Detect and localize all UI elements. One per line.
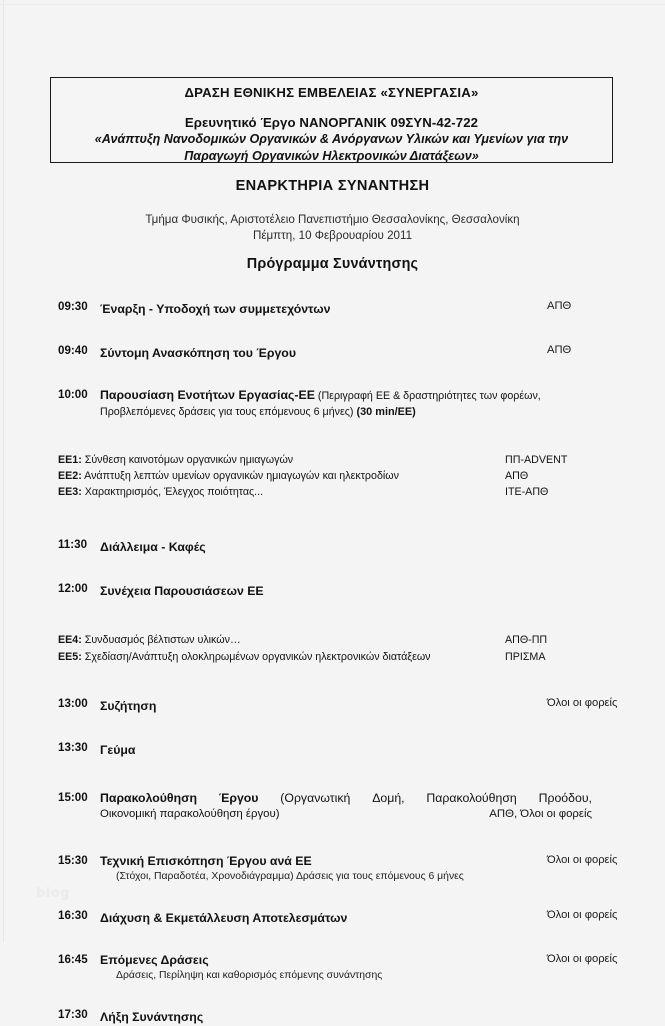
agenda-heading: Πρόγραμμα Συνάντησης — [246, 256, 419, 272]
row-topic-line2-text: Οικονομική παρακολούθηση έργου) — [100, 808, 280, 820]
row-topic-line1 — [100, 791, 592, 807]
ee-actor: ΠΡΙΣΜΑ — [505, 650, 546, 663]
row-time: 16:30 — [58, 909, 88, 923]
schedule-row — [58, 791, 618, 822]
title-box — [50, 77, 613, 163]
row-actor: Όλοι οι φορείς — [547, 909, 618, 922]
ee-code: ΕΕ4: — [58, 634, 82, 647]
ee-line — [58, 649, 618, 665]
ee-code: ΕΕ1: — [58, 453, 82, 466]
topic-word: Προόδου, — [538, 791, 592, 806]
schedule-row — [58, 697, 618, 715]
row-topic-paren: (Περιγραφή ΕΕ & δραστηριότητες των φορέων, — [314, 390, 541, 402]
row-time: 10:00 — [58, 388, 88, 401]
row-topic: Λήξη Συνάντησης — [100, 1010, 204, 1025]
schedule-row — [58, 909, 618, 927]
ee-text: Σύνθεση καινοτόμων οργανικών ημιαγωγών — [81, 453, 294, 466]
row-body — [100, 909, 618, 927]
row-body — [100, 388, 618, 420]
row-body — [100, 344, 618, 362]
row-body — [100, 697, 618, 715]
venue-line: Τμήμα Φυσικής, Αριστοτέλειο Πανεπιστήμιο Θεσσαλονίκης, Θεσσαλονίκη — [145, 213, 520, 226]
spacer — [58, 665, 618, 697]
schedule-row — [58, 300, 618, 318]
row-topic-main: Παρουσίαση Ενοτήτων Εργασίας-ΕΕ — [100, 388, 315, 402]
page-watermark: blog — [36, 886, 70, 901]
schedule-row — [58, 953, 618, 982]
row-time: 13:00 — [58, 697, 88, 711]
row-topic-line2: Προβλεπόμενες δράσεις για τους επόμενους 6 μήνες) — [100, 405, 354, 418]
row-actor: ΑΠΘ, Όλοι οι φορείς — [489, 808, 592, 820]
row-topic: Διάχυση & Εκμετάλλευση Αποτελεσμάτων — [100, 911, 348, 926]
row-time: 13:30 — [58, 741, 88, 755]
ee-line — [58, 468, 618, 484]
topic-word: Έργου — [218, 791, 259, 806]
row-topic: Γεύμα — [100, 743, 136, 758]
row-topic: Έναρξη - Υποδοχή των συμμετεχόντων — [100, 302, 331, 316]
row-topic: Τεχνική Επισκόπηση Έργου ανά ΕΕ — [100, 853, 312, 868]
ee-actor: ΠΠ-ADVENT — [505, 453, 568, 466]
row-subtitle: (Στόχοι, Παραδοτέα, Χρονοδιάγραμμα) Δράσεις για τους επόμενους 6 μήνες — [116, 870, 464, 882]
spacer — [58, 883, 618, 909]
ee-text: Ανάπτυξη λεπτών υμενίων οργανικών ημιαγωγών και ηλεκτροδίων — [81, 469, 399, 482]
schedule-row — [58, 854, 618, 883]
row-body — [100, 1008, 618, 1026]
spacer — [58, 982, 618, 1008]
row-topic-line2 — [100, 807, 592, 822]
project-subtitle: «Ανάπτυξη Νανοδομικών Οργανικών & Ανόργανων Υλικών και Υμενίων για την Παραγωγή Οργανικών Ηλεκτρονικών Διατάξεων» — [94, 132, 569, 163]
scan-edge-left — [3, 0, 4, 942]
row-actor: Όλοι οι φορείς — [547, 853, 618, 866]
ee-group-1 — [58, 452, 618, 501]
spacer — [58, 927, 618, 953]
spacer — [58, 318, 618, 344]
topic-word: (Οργανωτική — [280, 791, 351, 806]
spacer — [58, 822, 618, 854]
schedule-row — [58, 538, 618, 556]
ee-text: Συνδυασμός βέλτιστων υλικών… — [81, 634, 241, 647]
row-actor: ΑΠΘ — [547, 300, 572, 312]
schedule-row — [58, 741, 618, 759]
date-line: Πέμπτη, 10 Φεβρουαρίου 2011 — [252, 229, 413, 243]
row-topic: Συζήτηση — [100, 699, 157, 714]
ee-text: Σχεδίαση/Ανάπτυξη ολοκληρωμένων οργανικών ηλεκτρονικών διατάξεων — [81, 650, 431, 663]
ee-actor: ΑΠΘ — [505, 469, 529, 482]
row-time: 09:30 — [58, 300, 88, 313]
row-time: 12:00 — [58, 582, 88, 596]
ee-line — [58, 484, 618, 500]
row-time: 15:30 — [58, 853, 88, 867]
row-topic — [100, 791, 590, 822]
topic-word: Παρακολούθηση — [426, 791, 517, 806]
row-topic — [100, 388, 618, 404]
meeting-heading: ΕΝΑΡΚΤΗΡΙΑ ΣΥΝΑΝΤΗΣΗ — [235, 178, 430, 194]
spacer — [58, 556, 618, 582]
row-time: 17:30 — [58, 1008, 88, 1022]
row-topic: Συνέχεια Παρουσιάσεων ΕΕ — [100, 584, 264, 599]
row-topic-duration: (30 min/ΕΕ) — [353, 405, 416, 418]
ee-actor: ΙΤΕ-ΑΠΘ — [505, 486, 549, 499]
row-body — [100, 582, 618, 600]
row-body — [100, 791, 618, 822]
ee-code: ΕΕ2: — [58, 469, 82, 482]
spacer — [58, 500, 618, 538]
spacer — [58, 715, 618, 741]
spacer — [58, 420, 618, 452]
spacer — [58, 362, 618, 388]
row-actor: ΑΠΘ — [547, 344, 572, 356]
row-body — [100, 741, 618, 759]
scan-edge-top — [0, 4, 665, 5]
venue-block — [0, 212, 665, 245]
spacer — [58, 600, 618, 632]
row-time: 09:40 — [58, 344, 88, 357]
ee-line — [58, 632, 618, 648]
row-topic: Σύντομη Ανασκόπηση του Έργου — [100, 346, 296, 360]
schedule-row — [58, 344, 618, 362]
row-body — [100, 953, 618, 982]
row-body — [100, 300, 618, 318]
row-time: 15:00 — [58, 791, 88, 805]
ee-actor: ΑΠΘ-ΠΠ — [505, 634, 548, 647]
spacer — [58, 759, 618, 791]
schedule-row — [58, 388, 618, 420]
row-body — [100, 538, 618, 556]
project-line: Ερευνητικό Έργο ΝΑΝΟΡΓΑΝΙΚ 09ΣΥΝ-42-722 — [184, 115, 479, 130]
row-topic: Επόμενες Δράσεις — [100, 953, 209, 968]
ee-group-2 — [58, 632, 618, 665]
action-line: ΔΡΑΣΗ ΕΘΝΙΚΗΣ ΕΜΒΕΛΕΙΑΣ «ΣΥΝΕΡΓΑΣΙΑ» — [184, 85, 479, 100]
row-actor: Όλοι οι φορείς — [547, 953, 618, 966]
row-time: 11:30 — [58, 538, 88, 552]
schedule-list — [58, 300, 618, 1026]
ee-line — [58, 452, 618, 468]
row-actor: Όλοι οι φορείς — [547, 697, 618, 710]
ee-code: ΕΕ5: — [58, 650, 82, 663]
row-topic: Διάλλειμα - Καφές — [100, 540, 206, 555]
schedule-row — [58, 1008, 618, 1026]
row-subtitle: Δράσεις, Περίληψη και καθορισμός επόμενης συνάντησης — [116, 969, 383, 981]
topic-word: Παρακολούθηση — [100, 791, 198, 806]
topic-word: Δομή, — [372, 791, 405, 806]
row-time: 16:45 — [58, 953, 88, 967]
row-body — [100, 854, 618, 883]
ee-code: ΕΕ3: — [58, 486, 82, 499]
schedule-row — [58, 582, 618, 600]
ee-text: Χαρακτηρισμός, Έλεγχος ποιότητας... — [81, 486, 264, 499]
row-topic-continuation — [100, 404, 618, 420]
